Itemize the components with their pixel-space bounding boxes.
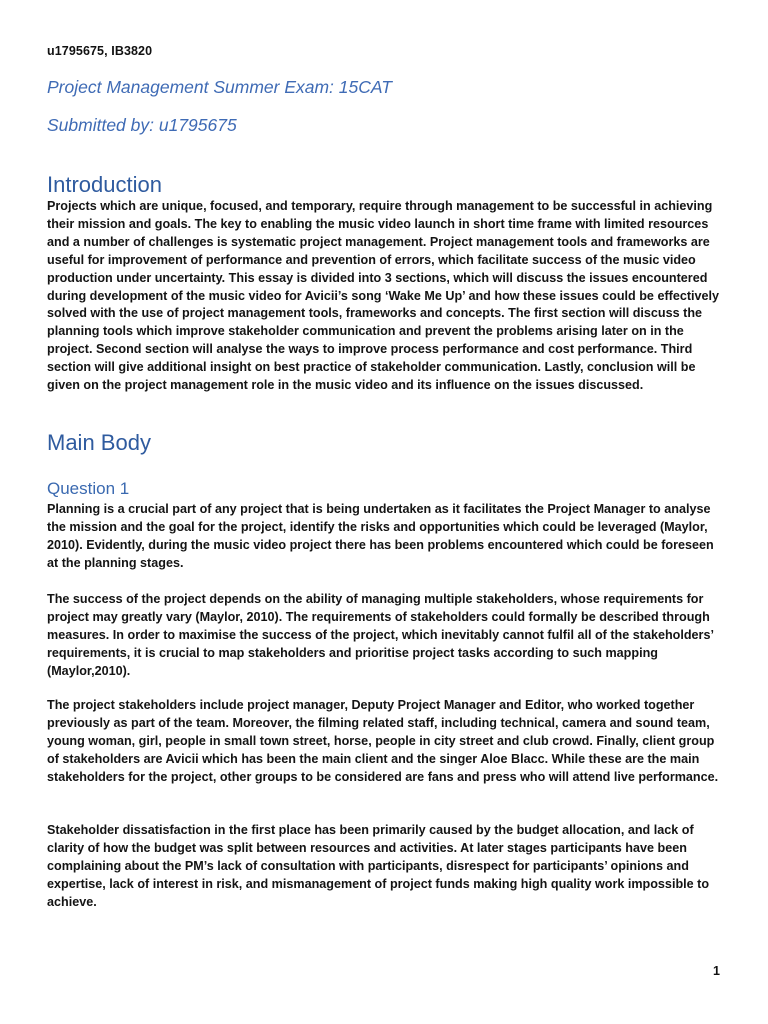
main-body-heading: Main Body xyxy=(47,430,151,455)
question-1-paragraph-1: Planning is a crucial part of any project that is being undertaken as it facilitates the Project Manager to analyse the mission and the goal for the project, identify the risks and opportunities which could be leveraged (Maylor, 2010). Evidently, during the music video project there has been problems encountered which could be foreseen at the planning stages. xyxy=(47,502,714,570)
question-1-paragraph-2: The success of the project depends on the ability of managing multiple stakeholders, whose requirements for project may greatly vary (Maylor, 2010). The requirements of stakeholders could formally be described through measures. In order to maximise the success of the project, which inevitably cannot fulfil all of the stakeholders’ requirements, it is crucial to map stakeholders and prioritise project tasks according to such mapping (Maylor,2010). xyxy=(47,592,714,678)
page-number: 1 xyxy=(713,964,720,978)
question-1-heading: Question 1 xyxy=(47,479,130,498)
question-1-paragraph-3: The project stakeholders include project manager, Deputy Project Manager and Editor, who worked together previously as part of the team. Moreover, the filming related staff, including technical, camera and sound team, young woman, girl, people in small town street, horse, people in city street and club crowd. Finally, client group of stakeholders are Avicii which has been the main client and the singer Aloe Blacc. While these are the main stakeholders for the project, other groups to be considered are fans and press who will attend live performance. xyxy=(47,698,719,784)
question-1-paragraph-4: Stakeholder dissatisfaction in the first place has been primarily caused by the budget allocation, and lack of clarity of how the budget was split between resources and activities. At later stages participants have been complaining about the PM’s lack of consultation with participants, disrespect for participants’ opinions and expertise, lack of interest in risk, and mismanagement of project funds making high quality work impossible to achieve. xyxy=(47,823,710,909)
submitted-by: Submitted by: u1795675 xyxy=(47,115,237,135)
introduction-heading: Introduction xyxy=(47,172,162,197)
student-id-line: u1795675, IB3820 xyxy=(47,44,153,58)
introduction-paragraph: Projects which are unique, focused, and temporary, require through management to be successful in achieving their mission and goals. The key to enabling the music video launch in short time frame with limited resources and a number of challenges is systematic project management. Project management tools and frameworks are useful for improvement of performance and prevention of errors, which facilitate success of the music video production under uncertainty. This essay is divided into 3 sections, which will discuss the issues encountered during development of the music video for Avicii’s song ‘Wake Me Up’ and how these issues could be effectively solved with the use of project management tools, frameworks and concepts. The first section will discuss the planning tools which improve stakeholder communication and prevent the problems arising later on in the project. Second section will analyse the ways to improve process performance and cost performance. Third section will give additional insight on best practice of stakeholder communication. Lastly, conclusion will be given on the project management role in the music video and its influence on the issues discussed. xyxy=(47,199,720,393)
exam-title: Project Management Summer Exam: 15CAT xyxy=(47,77,392,97)
